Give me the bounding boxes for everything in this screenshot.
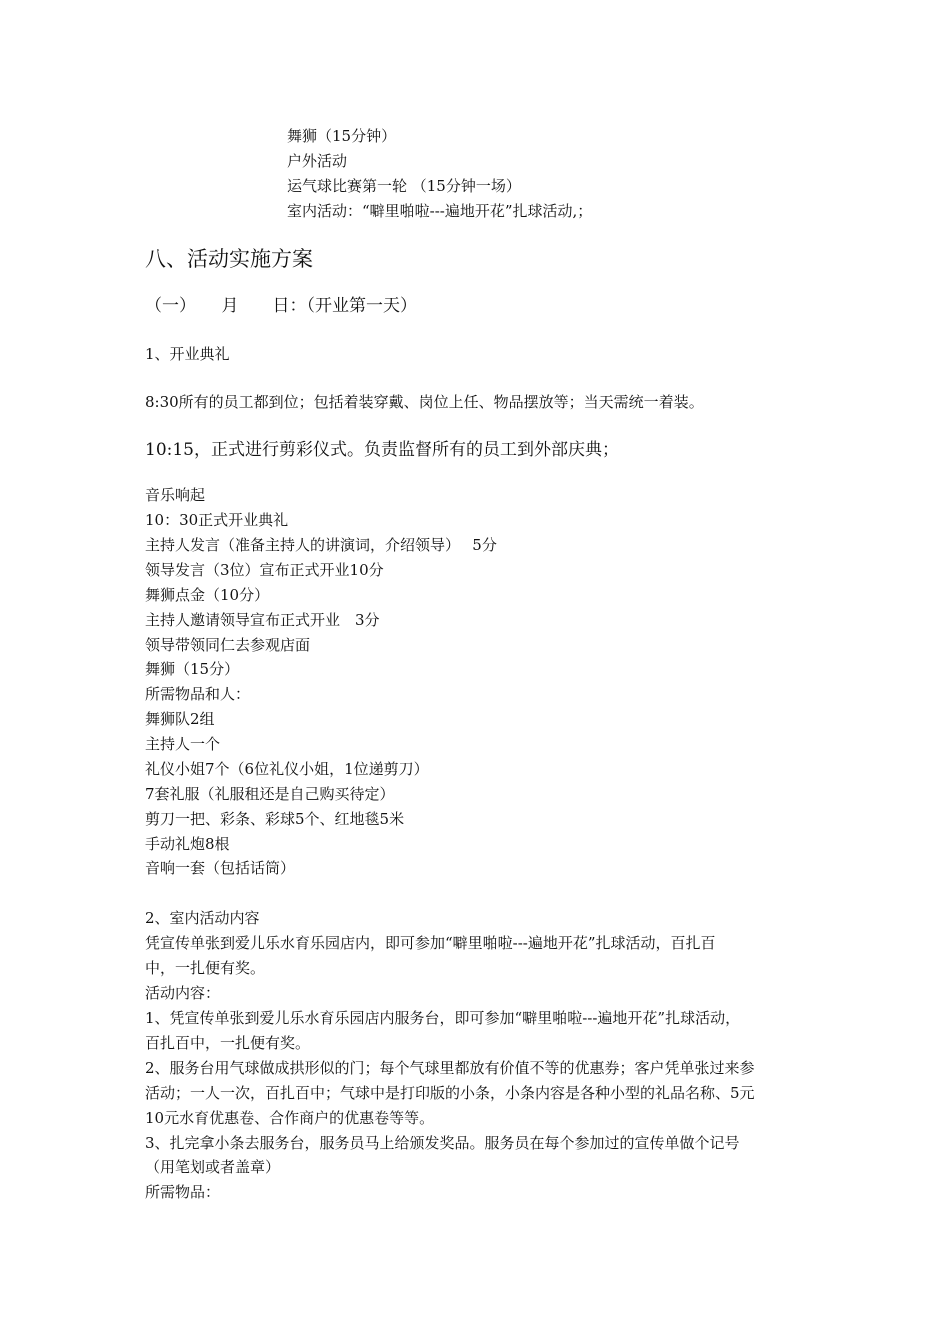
list-item: 主持人一个 — [145, 735, 221, 753]
subsection-heading: （一） 月 日：（开业第一天） — [145, 296, 417, 316]
list-item: 剪刀一把、彩条、彩球5个、红地毯5米 — [145, 810, 405, 828]
top-item-balloon-race: 运气球比赛第一轮 （15分钟一场） — [287, 177, 521, 195]
list-item: 舞狮（15分） — [145, 660, 240, 678]
list-item: 领导发言（3位）宣布正式开业10分 — [145, 561, 384, 579]
list-item: 舞狮点金（10分） — [145, 586, 270, 604]
list-item: 主持人发言（准备主持人的讲演词，介绍领导） 5分 — [145, 536, 497, 554]
list-item: 7套礼服（礼服租还是自己购买待定） — [145, 785, 395, 803]
ceremony-line: 10:15，正式进行剪彩仪式。负责监督所有的员工到外部庆典； — [145, 440, 619, 460]
list-item: 10：30正式开业典礼 — [145, 511, 289, 529]
item1-title: 1、开业典礼 — [145, 345, 230, 363]
list-item: 音响一套（包括话筒） — [145, 859, 296, 877]
item2-title: 2、室内活动内容 — [145, 909, 260, 927]
paragraph-line: 活动；一人一次，百扎百中；气球中是打印版的小条，小条内容是各种小型的礼品名称、5元 — [145, 1084, 755, 1102]
list-item: 礼仪小姐7个（6位礼仪小姐，1位递剪刀） — [145, 760, 429, 778]
paragraph-line: 1、凭宣传单张到爱儿乐水育乐园店内服务台，即可参加“噼里啪啦---遍地开花”扎球活动， — [145, 1009, 741, 1027]
top-item-outdoor: 户外活动 — [287, 152, 348, 170]
paragraph-line: 中，一扎便有奖。 — [145, 959, 266, 977]
list-item: 音乐响起 — [145, 486, 206, 504]
paragraph-line: 活动内容： — [145, 984, 221, 1002]
list-item: 手动礼炮8根 — [145, 835, 230, 853]
list-item: 所需物品和人： — [145, 685, 251, 703]
paragraph-line: 2、服务台用气球做成拱形似的门；每个气球里都放有价值不等的优惠券；客户凭单张过来参 — [145, 1059, 755, 1077]
section-heading: 八、活动实施方案 — [145, 247, 313, 271]
paragraph-line: 3、扎完拿小条去服务台，服务员马上给颁发奖品。服务员在每个参加过的宣传单做个记号 — [145, 1134, 740, 1152]
paragraph-line: 所需物品： — [145, 1183, 221, 1201]
paragraph-line: （用笔划或者盖章） — [145, 1158, 281, 1176]
list-item: 舞狮队2组 — [145, 710, 215, 728]
paragraph-line: 百扎百中，一扎便有奖。 — [145, 1034, 311, 1052]
list-item: 领导带领同仁去参观店面 — [145, 636, 311, 654]
top-item-indoor: 室内活动：“噼里啪啦---遍地开花”扎球活动,； — [287, 202, 593, 220]
top-item-lion-dance: 舞狮（15分钟） — [287, 127, 397, 145]
paragraph-line: 凭宣传单张到爱儿乐水育乐园店内，即可参加“噼里啪啦---遍地开花”扎球活动，百扎百 — [145, 934, 716, 952]
paragraph-line: 10元水育优惠卷、合作商户的优惠卷等等。 — [145, 1109, 435, 1127]
arrival-line: 8:30所有的员工都到位；包括着装穿戴、岗位上任、物品摆放等；当天需统一着装。 — [145, 393, 704, 411]
list-item: 主持人邀请领导宣布正式开业 3分 — [145, 611, 380, 629]
